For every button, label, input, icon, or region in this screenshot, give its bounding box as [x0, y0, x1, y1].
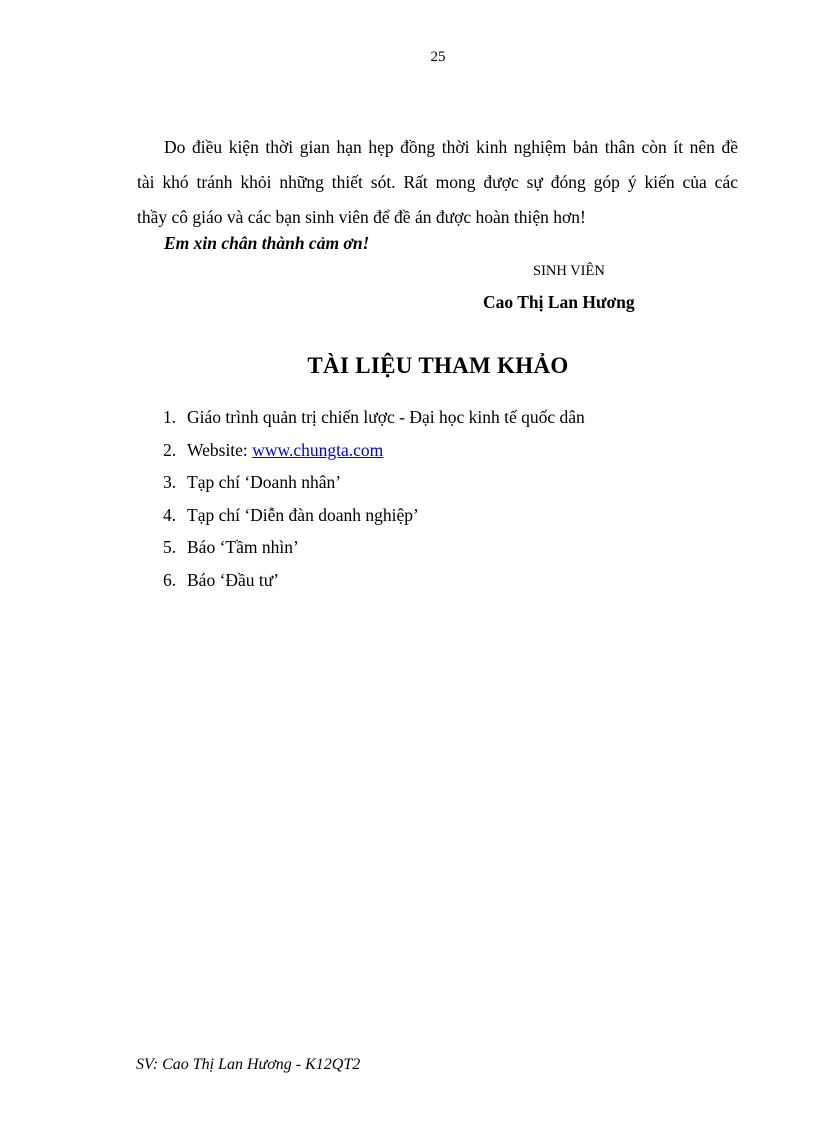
reference-text: Giáo trình quản trị chiến lược - Đại học kinh tế quốc dân [187, 407, 585, 427]
reference-number: 5. [163, 537, 177, 557]
reference-item [163, 401, 585, 434]
reference-text: Website: [187, 439, 253, 460]
reference-item [163, 499, 585, 532]
reference-item [163, 466, 585, 499]
signer-role: SINH VIÊN [533, 263, 605, 279]
thanks-line: Em xin chân thành cảm ơn! [164, 233, 370, 253]
references-list [163, 401, 585, 596]
reference-number: 4. [163, 504, 177, 525]
reference-number: 1. [163, 407, 177, 427]
page-number: 25 [430, 49, 446, 65]
body-paragraph [137, 130, 738, 235]
references-title: TÀI LIỆU THAM KHẢO [307, 353, 569, 378]
reference-text: Báo ‘Đầu tư’ [187, 569, 280, 590]
reference-text: Báo ‘Tầm nhìn’ [187, 537, 299, 557]
reference-item [163, 531, 585, 564]
signer-name: Cao Thị Lan Hương [483, 292, 635, 312]
reference-item [163, 564, 585, 597]
page-footer: SV: Cao Thị Lan Hương - K12QT2 [136, 1056, 361, 1073]
reference-text: Tạp chí ‘Doanh nhân’ [187, 472, 342, 492]
reference-text: Tạp chí ‘Diễn đàn doanh nghiệp’ [187, 504, 419, 525]
paragraph-line-3: thầy cô giáo và các bạn sinh viên để đề án được hoàn thiện hơn! [137, 207, 586, 227]
paragraph-line-1: Do điều kiện thời gian hạn hẹp đồng thời kinh nghiệm bản thân còn ít nên đề [164, 137, 738, 157]
reference-number: 2. [163, 439, 177, 460]
paragraph-line-2: tài khó tránh khỏi những thiết sót. Rất mong được sự đóng góp ý kiến của các [137, 172, 738, 192]
reference-number: 3. [163, 472, 177, 492]
website-link[interactable]: www.chungta.com [252, 439, 384, 460]
reference-number: 6. [163, 569, 177, 590]
reference-item [163, 434, 585, 467]
